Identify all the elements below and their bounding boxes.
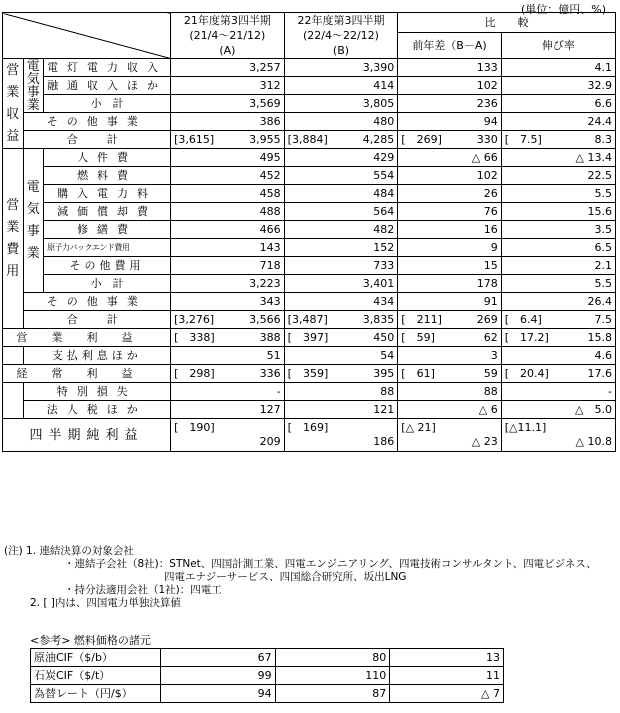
table-row: 融通収入ほか 312 414 102 32.9 <box>3 77 616 95</box>
row-label: 燃料費 <box>44 167 171 185</box>
table-row: 修繕費 466 482 16 3.5 <box>3 221 616 239</box>
note-line: ・連結子会社（8社)：STNet、四国計測工業、四電エンジニアリング、四電技術コンサルタント、四電ビジネス、 <box>64 558 597 570</box>
table-row: 四半期純利益 [ 190] 209 [ 169] 186 [△ 21] △ 23 [△11.1] △ 10.8 <box>3 419 616 452</box>
table-row: 営 業 費 用 電 気 事 業 人件費 495 429 △ 66 △ 13.4 <box>3 149 616 167</box>
table-row: その他費用 718 733 15 2.1 <box>3 257 616 275</box>
row-label: その他事業 <box>23 113 171 131</box>
row-label: 支払利息ほか <box>23 347 171 365</box>
table-row: 営 業 収 益 電 気 事 業 電灯電力収入 3,257 3,390 133 4.1 <box>3 59 616 77</box>
table-row: 合 計 [3,615] 3,955 [3,884] 4,285 [ 269] 330 [ 7.5] 8.3 <box>3 131 616 149</box>
table-row: 原子力バックエンド費用 143 152 9 6.5 <box>3 239 616 257</box>
row-label: 電灯電力収入 <box>44 59 171 77</box>
expense-electric-label: 電 気 事 業 <box>23 149 44 293</box>
row-label: 経常利益 <box>3 365 171 383</box>
table-row: 経常利益 [ 298] 336 [ 359] 395 [ 61] 59 [ 20.4] 17.6 <box>3 365 616 383</box>
header-corner <box>3 13 171 59</box>
row-label: 人件費 <box>44 149 171 167</box>
row-label: 合 計 <box>23 131 171 149</box>
table-row: 購入電力料 458 484 26 5.5 <box>3 185 616 203</box>
row-label: 小 計 <box>44 275 171 293</box>
table-row: 燃料費 452 554 102 22.5 <box>3 167 616 185</box>
row-label: 特別損失 <box>23 383 171 401</box>
row-label: その他費用 <box>44 257 171 275</box>
table-row: 小 計 3,223 3,401 178 5.5 <box>3 275 616 293</box>
compare-header: 比 較 <box>398 13 616 33</box>
table-row: 法人税ほか 127 121 △ 6 △ 5.0 <box>3 401 616 419</box>
row-label: 法人税ほか <box>23 401 171 419</box>
col-b-header: 22年度第3四半期 (22/4～22/12) (B) <box>284 13 398 59</box>
row-label: 為替レート（円/$） <box>31 685 161 703</box>
row-label: 小 計 <box>44 95 171 113</box>
row-label: 四半期純利益 <box>3 419 171 452</box>
expense-group-label: 営 業 費 用 <box>3 149 24 329</box>
table-row: 減価償却費 488 564 76 15.6 <box>3 203 616 221</box>
table-row: 原油CIF（$/b） 67 80 13 <box>31 649 504 667</box>
row-label: 減価償却費 <box>44 203 171 221</box>
row-label: 融通収入ほか <box>44 77 171 95</box>
note-line: ・持分法適用会社（1社)：四電工 <box>64 584 222 596</box>
table-row: 特別損失 - 88 88 - <box>3 383 616 401</box>
table-row: 石炭CIF（$/t） 99 110 11 <box>31 667 504 685</box>
note-line: 四電エナジーサービス、四国総合研究所、坂出LNG <box>164 571 407 583</box>
row-label: 合 計 <box>23 311 171 329</box>
table-row: その他事業 386 480 94 24.4 <box>3 113 616 131</box>
table-row: その他事業 343 434 91 26.4 <box>3 293 616 311</box>
reference-title: <参考> 燃料価格の諸元 <box>30 634 151 647</box>
unit-label: (単位：億円、%) <box>520 3 606 16</box>
table-row: 合 計 [3,276] 3,566 [3,487] 3,835 [ 211] 269 [ 6.4] 7.5 <box>3 311 616 329</box>
row-label: 原子力バックエンド費用 <box>44 239 171 257</box>
note-line: (注) 1. 連結決算の対象会社 <box>4 545 134 557</box>
financial-summary-table <box>2 12 616 452</box>
rate-header: 伸び率 <box>501 33 615 59</box>
fuel-price-table <box>30 648 504 703</box>
revenue-electric-label: 電 気 事 業 <box>23 59 44 113</box>
revenue-group-label: 営 業 収 益 <box>3 59 24 149</box>
table-row: 為替レート（円/$） 94 87 △ 7 <box>31 685 504 703</box>
row-label: 石炭CIF（$/t） <box>31 667 161 685</box>
row-label: 購入電力料 <box>44 185 171 203</box>
row-label: 営業利益 <box>3 329 171 347</box>
table-row: 支払利息ほか 51 54 3 4.6 <box>3 347 616 365</box>
col-a-header: 21年度第3四半期 (21/4～21/12) (A) <box>171 13 285 59</box>
row-label: 原油CIF（$/b） <box>31 649 161 667</box>
notes <box>4 545 597 610</box>
row-label: その他事業 <box>23 293 171 311</box>
diff-header: 前年差（B－A) <box>398 33 501 59</box>
note-line: 2. [ ]内は、四国電力単独決算値 <box>30 597 181 609</box>
table-row: 小 計 3,569 3,805 236 6.6 <box>3 95 616 113</box>
row-label: 修繕費 <box>44 221 171 239</box>
table-row: 営業利益 [ 338] 388 [ 397] 450 [ 59] 62 [ 17.2] 15.8 <box>3 329 616 347</box>
